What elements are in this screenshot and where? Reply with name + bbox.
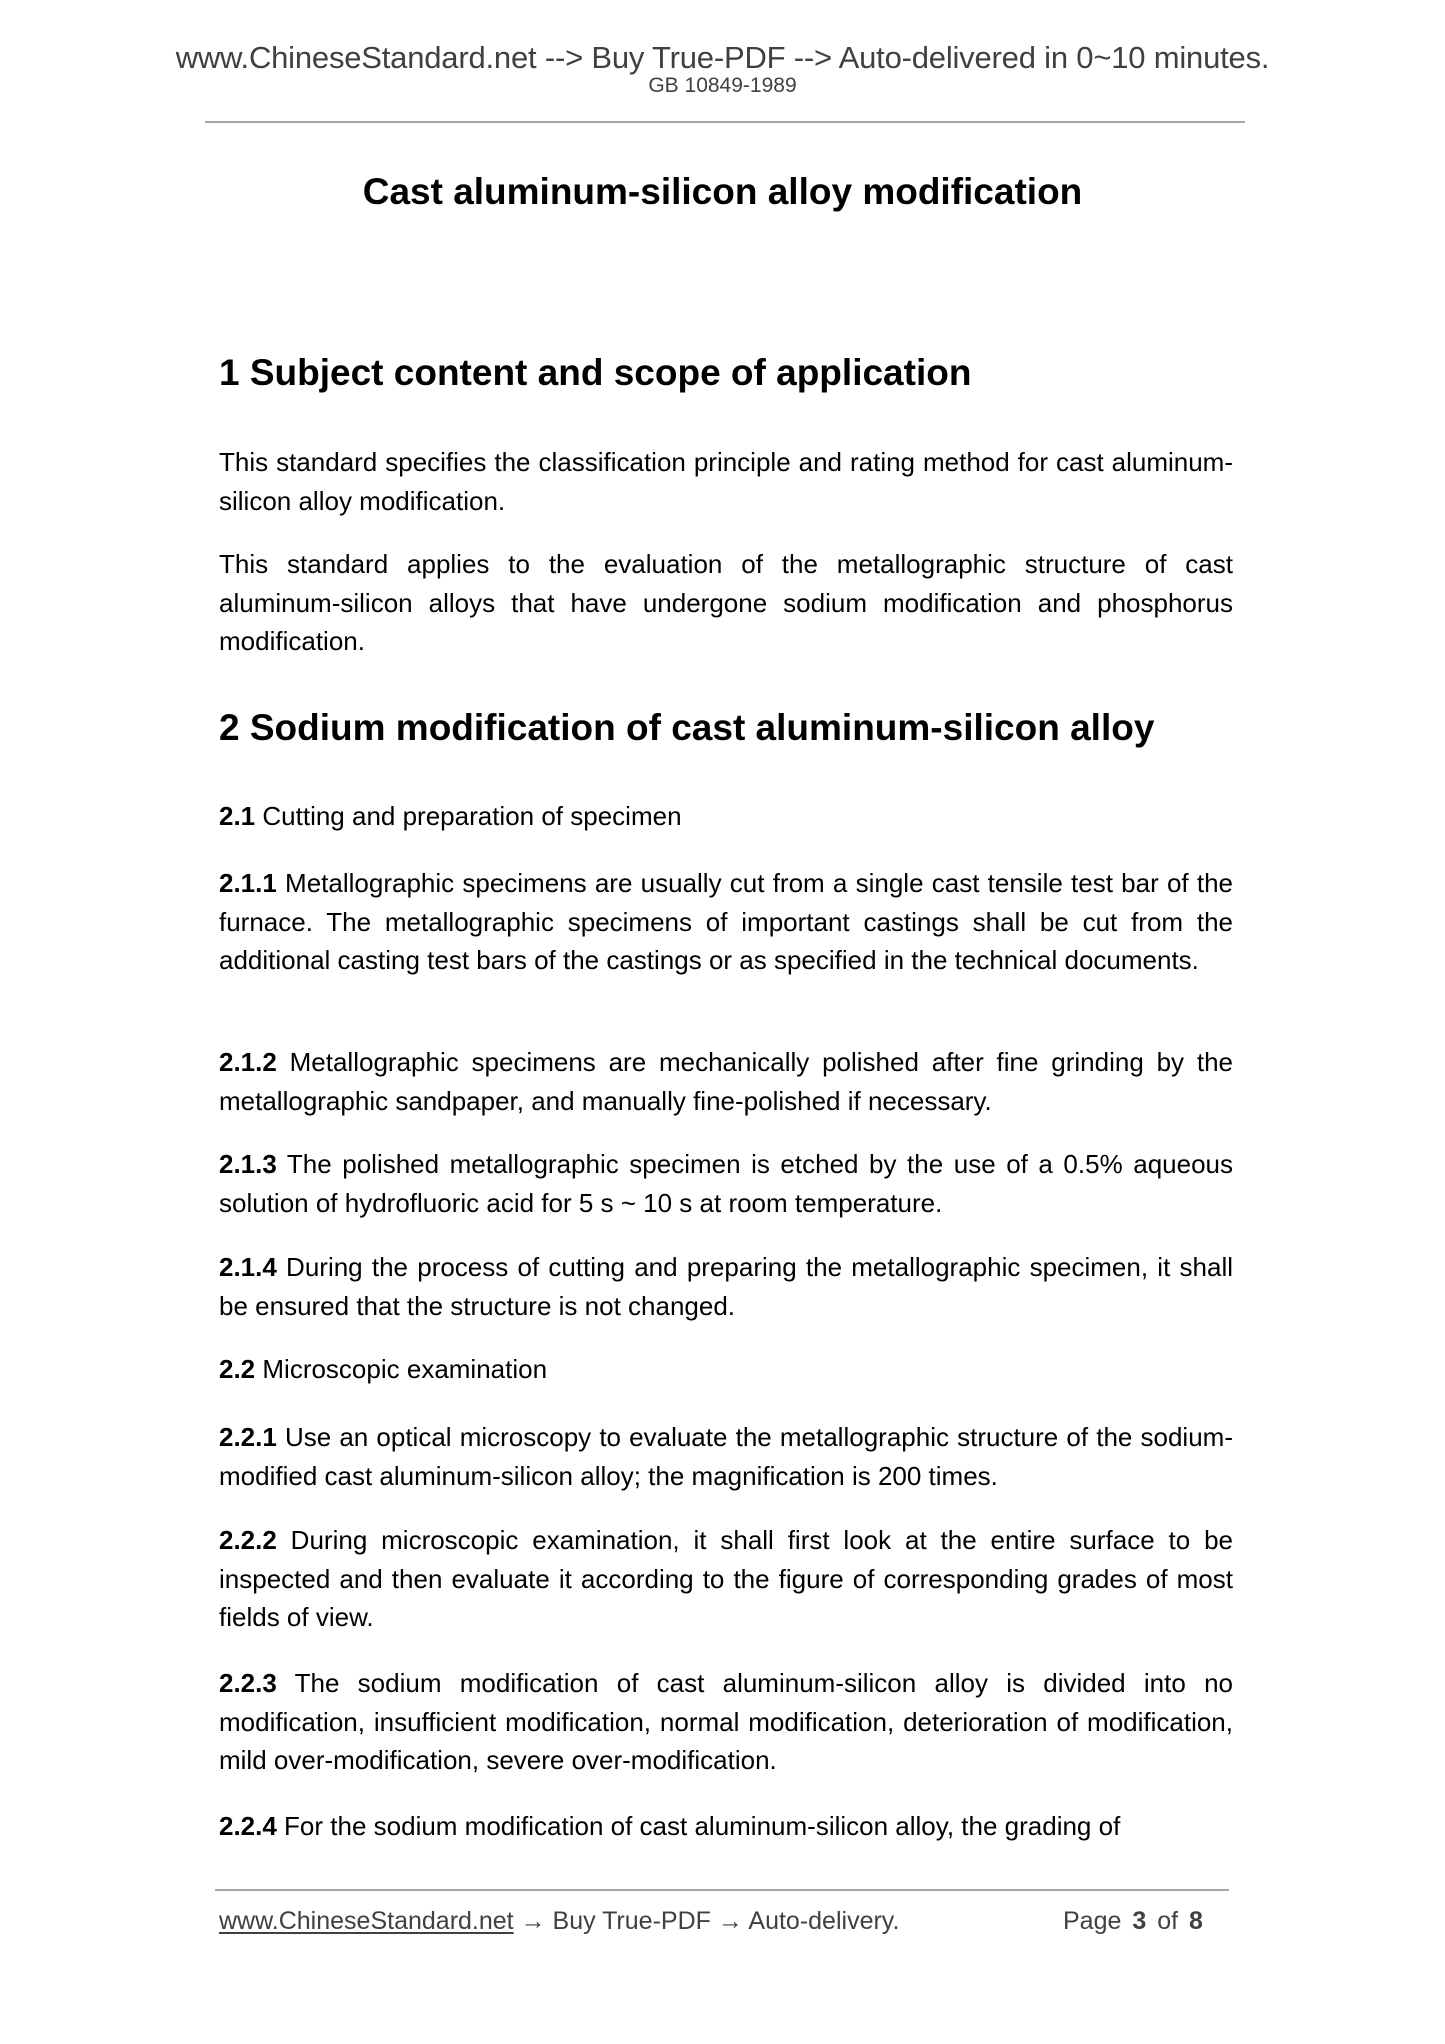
clause-2-1-4 (219, 1248, 1233, 1325)
page-total: 8 (1189, 1907, 1203, 1935)
footer-promo (219, 1906, 899, 1936)
clause-number: 2.2.1 (219, 1422, 277, 1452)
clause-text: During microscopic examination, it shall first look at the entire surface to be inspected and then evaluate it according to the figure of corresponding grades of most fields of view. (219, 1525, 1233, 1632)
clause-text: The sodium modification of cast aluminum-silicon alloy is divided into no modification, insufficient modification, normal modification, deterioration of modification, mild over-modification, severe over-modification. (219, 1668, 1233, 1775)
clause-text: Metallographic specimens are mechanically polished after fine grinding by the metallographic sandpaper, and manually fine-polished if necessary. (219, 1047, 1233, 1116)
clause-number: 2.1 (219, 801, 256, 831)
clause-2-2-1 (219, 1418, 1233, 1495)
clause-text: For the sodium modification of cast aluminum-silicon alloy, the grading of (276, 1811, 1121, 1841)
clause-text: Use an optical microscopy to evaluate the metallographic structure of the sodium-modified cast aluminum-silicon alloy; the magnification is 200 times. (219, 1422, 1233, 1491)
clause-number: 2.2.3 (219, 1668, 277, 1698)
clause-text: Metallographic specimens are usually cut from a single cast tensile test bar of the furnace. The metallographic specimens of important castings shall be cut from the additional casting test bars of the castings or as specified in the technical documents. (219, 868, 1233, 975)
clause-text: The polished metallographic specimen is etched by the use of a 0.5% aqueous solution of hydrofluoric acid for 5 s ~ 10 s at room temperature. (219, 1149, 1233, 1218)
clause-number: 2.1.4 (219, 1252, 277, 1282)
section-heading-1: 1 Subject content and scope of application (219, 352, 972, 393)
standard-code: GB 10849-1989 (648, 74, 797, 97)
clause-number: 2.1.3 (219, 1149, 277, 1179)
page-of-label: of (1157, 1907, 1179, 1935)
page-label: Page (1063, 1907, 1122, 1935)
clause-text: Cutting and preparation of specimen (255, 801, 682, 831)
footer-site-link[interactable]: www.ChineseStandard.net (219, 1907, 514, 1935)
clause-number: 2.1.2 (219, 1047, 277, 1077)
clause-2-1-2 (219, 1043, 1233, 1120)
clause-number: 2.2 (219, 1354, 256, 1384)
clause-text: During the process of cutting and preparing the metallographic specimen, it shall be ensured that the structure is not changed. (219, 1252, 1233, 1321)
clause-2-1-1 (219, 864, 1233, 980)
paragraph-text: This standard applies to the evaluation of the metallographic structure of cast aluminum-silicon alloys that have undergone sodium modification and phosphorus modification. (219, 549, 1233, 656)
clause-number: 2.1.1 (219, 868, 277, 898)
header-divider (205, 121, 1245, 123)
clause-number: 2.2.2 (219, 1525, 277, 1555)
clause-number: 2.2.4 (219, 1811, 277, 1841)
footer-tagline: → Buy True-PDF → Auto-delivery. (513, 1907, 900, 1935)
clause-text: Microscopic examination (255, 1354, 548, 1384)
clause-2-2 (219, 1350, 1233, 1389)
section-heading-2: 2 Sodium modification of cast aluminum-silicon alloy (219, 707, 1155, 748)
clause-2-2-2 (219, 1521, 1233, 1637)
clause-2-1 (219, 797, 1233, 836)
clause-2-2-4 (219, 1807, 1233, 1846)
page-current: 3 (1132, 1907, 1147, 1935)
document-title: Cast aluminum-silicon alloy modification (362, 171, 1083, 212)
header-banner: www.ChineseStandard.net --> Buy True-PDF --> Auto-delivered in 0~10 minutes. (175, 40, 1270, 75)
footer-divider (215, 1889, 1229, 1891)
paragraph-text: This standard specifies the classification principle and rating method for cast aluminum-silicon alloy modification. (219, 447, 1233, 516)
paragraph (219, 545, 1233, 661)
clause-2-1-3 (219, 1145, 1233, 1222)
paragraph (219, 443, 1233, 520)
page-indicator (1063, 1906, 1203, 1936)
clause-2-2-3 (219, 1664, 1233, 1780)
